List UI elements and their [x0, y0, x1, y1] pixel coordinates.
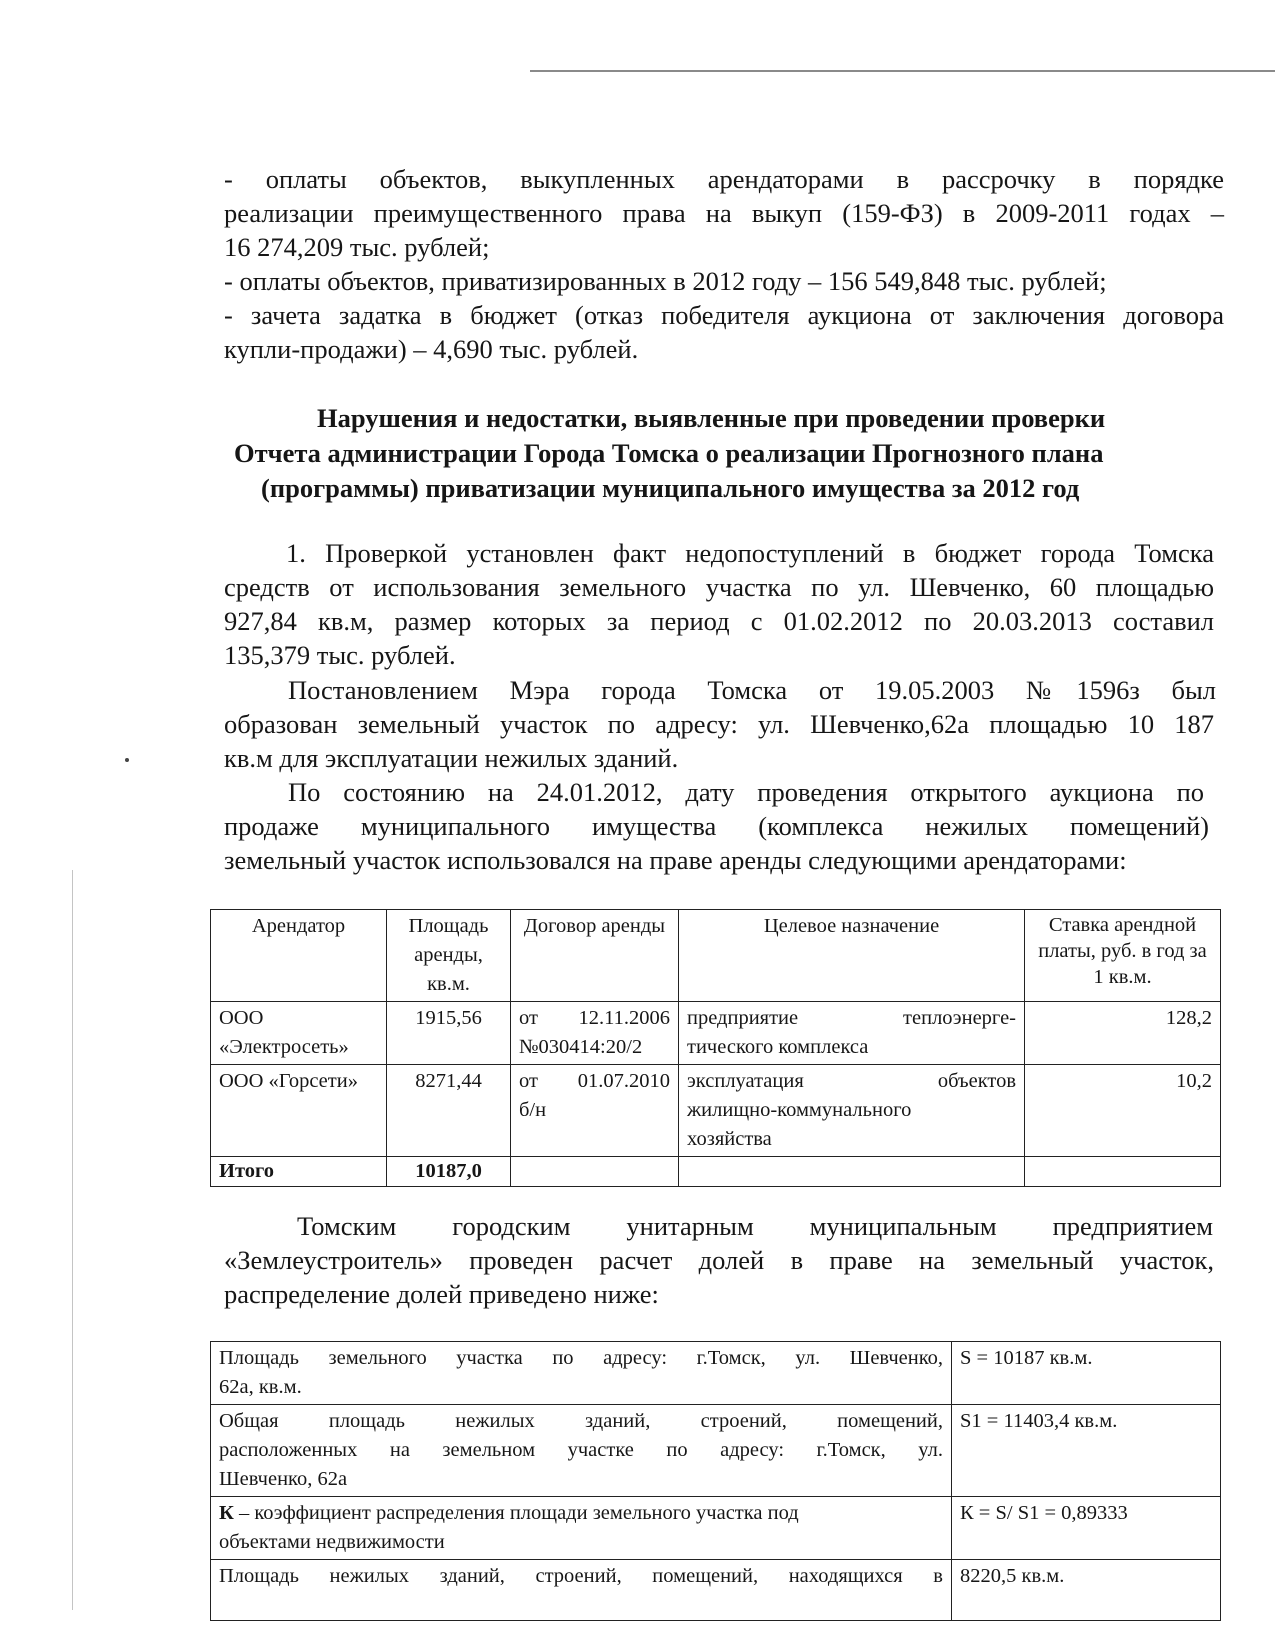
contract-line: от 01.07.2010	[519, 1070, 670, 1092]
share-label-line: Шевченко, 62а	[219, 1468, 348, 1490]
tenant-cell	[211, 1065, 387, 1157]
intro-line: купли-продажи) – 4,690 тыс. рублей.	[224, 334, 639, 364]
rate-cell: 128,2	[1025, 1002, 1221, 1065]
header-rate: Ставка арендной платы, руб. в год за 1 кв.м.	[1025, 910, 1221, 1002]
area-cell: 1915,56	[387, 1002, 511, 1065]
contract-line: от 12.11.2006	[519, 1007, 670, 1029]
body-line: распределение долей приведено ниже:	[224, 1279, 659, 1309]
share-label-cell	[211, 1342, 952, 1405]
lease-table	[210, 909, 1221, 1187]
share-label-line: Площадь земельного участка по адресу: г.Томск, ул. Шевченко,	[219, 1347, 943, 1369]
section-heading-line: Отчета администрации Города Томска о реализации Прогнозного плана	[234, 438, 1104, 468]
total-area: 10187,0	[387, 1157, 511, 1187]
body-line: кв.м для эксплуатации нежилых зданий.	[224, 743, 679, 773]
share-value-cell: 8220,5 кв.м.	[952, 1560, 1221, 1621]
body-line: 927,84 кв.м, размер которых за период с 01.02.2012 по 20.03.2013 составил	[224, 606, 1214, 636]
intro-line: - оплаты объектов, выкупленных арендаторами в рассрочку в порядке	[224, 164, 1224, 194]
tenant-line: ООО	[219, 1007, 264, 1029]
table-row	[211, 1342, 1221, 1405]
header-contract: Договор аренды	[511, 910, 679, 1002]
header-area: Площадь аренды, кв.м.	[387, 910, 511, 1002]
contract-cell	[511, 1002, 679, 1065]
purpose-line: жилищно-коммунального	[687, 1099, 912, 1121]
body-line: По состоянию на 24.01.2012, дату проведения открытого аукциона по	[288, 777, 1204, 807]
area-cell: 8271,44	[387, 1065, 511, 1157]
lease-table-header-row	[211, 910, 1221, 1002]
contract-line: б/н	[519, 1099, 547, 1121]
share-value-cell: К = S/ S1 = 0,89333	[952, 1497, 1221, 1560]
section-heading-line: (программы) приватизации муниципального имущества за 2012 год	[261, 473, 1080, 503]
table-row	[211, 1002, 1221, 1065]
share-label-cell	[211, 1560, 952, 1621]
document-page	[219, 0, 1275, 1650]
scan-left-edge	[72, 870, 73, 1610]
intro-line: реализации преимущественного права на выкуп (159-ФЗ) в 2009-2011 годах –	[224, 198, 1224, 228]
body-line: земельный участок использовался на праве аренды следующими арендаторами:	[224, 845, 1127, 875]
purpose-cell	[679, 1065, 1025, 1157]
table-row	[211, 1065, 1221, 1157]
table-row	[211, 1405, 1221, 1497]
header-purpose: Целевое назначение	[679, 910, 1025, 1002]
tenant-cell	[211, 1002, 387, 1065]
body-line: образован земельный участок по адресу: ул. Шевченко,62а площадью 10 187	[224, 709, 1214, 739]
intro-line: 16 274,209 тыс. рублей;	[224, 232, 490, 262]
intro-line: - зачета задатка в бюджет (отказ победителя аукциона от заключения договора	[224, 300, 1224, 330]
share-label-line: 62а, кв.м.	[219, 1376, 302, 1398]
section-heading-line: Нарушения и недостатки, выявленные при проведении проверки	[317, 403, 1106, 433]
scan-speck	[125, 758, 129, 762]
empty-cell	[1025, 1157, 1221, 1187]
total-row	[211, 1157, 1221, 1187]
body-line: 1. Проверкой установлен факт недопоступлений в бюджет города Томска	[286, 538, 1214, 568]
body-line: 135,379 тыс. рублей.	[224, 640, 456, 670]
table-row	[211, 1560, 1221, 1621]
share-table	[210, 1341, 1221, 1621]
header-tenant: Арендатор	[211, 910, 387, 1002]
share-value-cell: S1 = 11403,4 кв.м.	[952, 1405, 1221, 1497]
body-line: Томским городским унитарным муниципальным предприятием	[297, 1211, 1213, 1241]
body-line: «Землеустроитель» проведен расчет долей в праве на земельный участок,	[224, 1245, 1214, 1275]
share-label-cell	[211, 1497, 952, 1560]
purpose-cell	[679, 1002, 1025, 1065]
intro-line: - оплаты объектов, приватизированных в 2012 году – 156 549,848 тыс. рублей;	[224, 266, 1107, 296]
table-row	[211, 1497, 1221, 1560]
contract-cell	[511, 1065, 679, 1157]
share-label-line: расположенных на земельном участке по адресу: г.Томск, ул.	[219, 1439, 943, 1461]
empty-cell	[679, 1157, 1025, 1187]
share-label-cell	[211, 1405, 952, 1497]
coefficient-symbol: К	[219, 1502, 234, 1524]
rate-cell: 10,2	[1025, 1065, 1221, 1157]
share-label-line: Общая площадь нежилых зданий, строений, помещений,	[219, 1410, 943, 1432]
body-line: средств от использования земельного участка по ул. Шевченко, 60 площадью	[224, 572, 1214, 602]
body-line: продаже муниципального имущества (комплекса нежилых помещений)	[224, 811, 1209, 841]
contract-line: №030414:20/2	[519, 1036, 643, 1058]
tenant-line: ООО «Горсети»	[219, 1070, 358, 1092]
purpose-line: эксплуатация объектов	[687, 1070, 1016, 1092]
share-label-line: – коэффициент распределения площади земельного участка под	[239, 1502, 799, 1524]
share-label-line: Площадь нежилых зданий, строений, помещений, находящихся в	[219, 1565, 943, 1587]
body-line: Постановлением Мэра города Томска от 19.05.2003 №1596з был	[288, 675, 1216, 705]
purpose-line: тического комплекса	[687, 1036, 869, 1058]
tenant-line: «Электросеть»	[219, 1036, 349, 1058]
share-value-cell: S = 10187 кв.м.	[952, 1342, 1221, 1405]
empty-cell	[511, 1157, 679, 1187]
purpose-line: предприятие теплоэнерге-	[687, 1007, 1016, 1029]
purpose-line: хозяйства	[687, 1128, 772, 1150]
total-label: Итого	[211, 1157, 387, 1187]
share-label-line: объектами недвижимости	[219, 1531, 445, 1553]
